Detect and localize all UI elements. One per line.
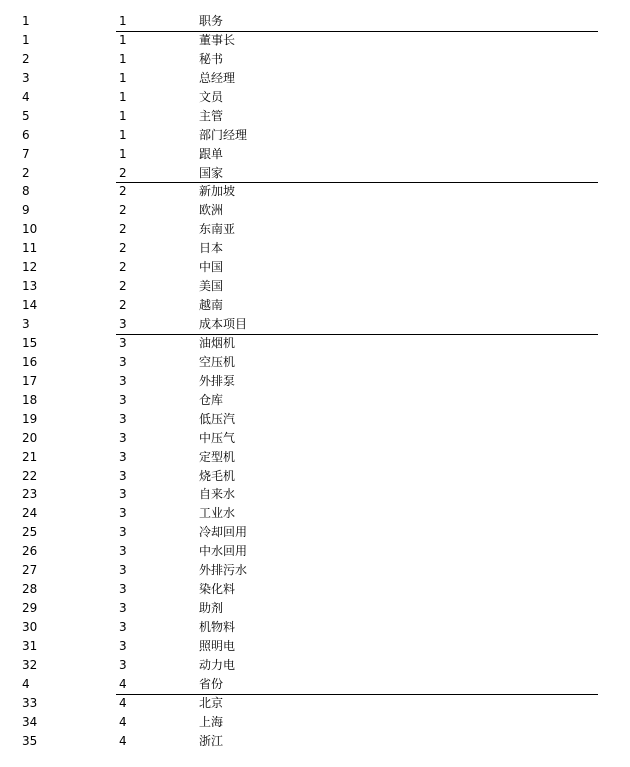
row-name: 日本 — [199, 241, 224, 256]
row-group: 1 — [119, 51, 127, 66]
row-name: 越南 — [199, 298, 224, 313]
row-group: 3 — [119, 335, 127, 350]
row-id: 9 — [22, 203, 30, 218]
row-name: 上海 — [199, 714, 224, 729]
row-id: 12 — [22, 260, 38, 275]
row-name: 照明电 — [199, 638, 236, 653]
table-row — [0, 694, 630, 713]
row-id: 21 — [22, 449, 38, 464]
group-divider — [116, 182, 598, 183]
table-row — [0, 580, 630, 599]
group-divider — [116, 334, 598, 335]
table-row — [0, 485, 630, 504]
row-group: 4 — [119, 714, 127, 729]
table-row — [0, 542, 630, 561]
table-row — [0, 353, 630, 372]
row-id: 23 — [22, 487, 38, 502]
row-group: 2 — [119, 184, 127, 199]
row-id: 8 — [22, 184, 30, 199]
table-row — [0, 561, 630, 580]
row-group: 3 — [119, 506, 127, 521]
row-name: 总经理 — [199, 70, 236, 85]
row-name: 省份 — [199, 676, 224, 691]
row-id: 6 — [22, 127, 30, 142]
table-row — [0, 448, 630, 467]
row-id: 4 — [22, 89, 30, 104]
group-divider — [116, 31, 598, 32]
row-group: 2 — [119, 222, 127, 237]
table-row — [0, 31, 630, 50]
table-row — [0, 220, 630, 239]
table-row — [0, 277, 630, 296]
row-name: 油烟机 — [199, 335, 236, 350]
row-group: 1 — [119, 108, 127, 123]
table-row — [0, 391, 630, 410]
row-group: 3 — [119, 468, 127, 483]
group-divider — [116, 694, 598, 695]
row-id: 16 — [22, 354, 38, 369]
row-name: 美国 — [199, 279, 224, 294]
row-group: 3 — [119, 487, 127, 502]
row-group: 3 — [119, 638, 127, 653]
row-group: 1 — [119, 146, 127, 161]
row-group: 1 — [119, 32, 127, 47]
table-row — [0, 334, 630, 353]
row-name: 烧毛机 — [199, 468, 236, 483]
row-name: 董事长 — [199, 32, 236, 47]
row-id: 24 — [22, 506, 38, 521]
table-row — [0, 523, 630, 542]
data-table — [0, 12, 630, 751]
row-id: 32 — [22, 657, 38, 672]
row-group: 3 — [119, 354, 127, 369]
row-id: 25 — [22, 525, 38, 540]
row-id: 3 — [22, 317, 30, 331]
table-row — [0, 467, 630, 486]
table-row — [0, 732, 630, 751]
row-group: 4 — [119, 733, 127, 748]
row-group: 3 — [119, 620, 127, 634]
row-name: 仓库 — [199, 392, 224, 407]
row-name: 部门经理 — [199, 127, 248, 142]
row-id: 26 — [22, 544, 38, 559]
group-header-row — [0, 315, 630, 334]
row-name: 文员 — [199, 89, 224, 104]
row-id: 31 — [22, 638, 38, 653]
row-group: 2 — [119, 260, 127, 275]
row-group: 2 — [119, 165, 127, 180]
row-id: 4 — [22, 676, 30, 691]
row-name: 工业水 — [199, 506, 236, 521]
row-name: 中压气 — [199, 430, 236, 445]
row-name: 冷却回用 — [199, 525, 248, 540]
row-id: 2 — [22, 51, 30, 66]
row-id: 11 — [22, 241, 38, 256]
row-group: 3 — [119, 601, 127, 616]
row-group: 1 — [119, 14, 127, 28]
row-group: 1 — [119, 127, 127, 142]
row-group: 3 — [119, 525, 127, 540]
table-row — [0, 296, 630, 315]
row-name: 国家 — [199, 165, 224, 180]
row-id: 34 — [22, 714, 38, 729]
row-group: 3 — [119, 544, 127, 559]
row-name: 跟单 — [199, 146, 224, 161]
table-row — [0, 372, 630, 391]
row-group: 3 — [119, 657, 127, 672]
row-name: 浙江 — [199, 733, 224, 748]
row-group: 2 — [119, 203, 127, 218]
row-name: 主管 — [199, 108, 224, 123]
row-name: 北京 — [199, 695, 224, 710]
row-group: 3 — [119, 430, 127, 445]
row-id: 28 — [22, 582, 38, 597]
row-id: 14 — [22, 298, 38, 313]
row-group: 2 — [119, 241, 127, 256]
row-id: 13 — [22, 279, 38, 294]
group-header-row — [0, 675, 630, 694]
table-row — [0, 88, 630, 107]
table-row — [0, 145, 630, 164]
row-group: 3 — [119, 582, 127, 597]
row-name: 外排污水 — [199, 563, 248, 578]
row-name: 欧洲 — [199, 203, 224, 218]
row-id: 19 — [22, 411, 38, 426]
row-name: 职务 — [199, 14, 224, 28]
row-name: 东南亚 — [199, 222, 236, 237]
row-name: 定型机 — [199, 449, 236, 464]
row-name: 染化料 — [199, 582, 236, 597]
table-row — [0, 182, 630, 201]
row-id: 22 — [22, 468, 38, 483]
row-id: 30 — [22, 620, 38, 634]
table-row — [0, 107, 630, 126]
row-id: 33 — [22, 695, 38, 710]
row-id: 1 — [22, 14, 30, 28]
row-id: 29 — [22, 601, 38, 616]
table-row — [0, 618, 630, 637]
row-id: 1 — [22, 32, 30, 47]
row-id: 3 — [22, 70, 30, 85]
table-row — [0, 656, 630, 675]
table-row — [0, 637, 630, 656]
row-id: 5 — [22, 108, 30, 123]
row-group: 3 — [119, 411, 127, 426]
row-group: 4 — [119, 695, 127, 710]
row-id: 2 — [22, 165, 30, 180]
row-name: 中水回用 — [199, 544, 248, 559]
table-row — [0, 429, 630, 448]
table-row — [0, 713, 630, 732]
row-group: 3 — [119, 317, 127, 331]
row-name: 机物料 — [199, 620, 236, 634]
row-id: 15 — [22, 335, 38, 350]
table-row — [0, 201, 630, 220]
row-name: 低压汽 — [199, 411, 236, 426]
table-row — [0, 258, 630, 277]
row-id: 18 — [22, 392, 38, 407]
row-name: 自来水 — [199, 487, 236, 502]
row-group: 3 — [119, 449, 127, 464]
row-id: 7 — [22, 146, 30, 161]
row-group: 2 — [119, 279, 127, 294]
row-group: 3 — [119, 563, 127, 578]
row-id: 27 — [22, 563, 38, 578]
row-id: 10 — [22, 222, 38, 237]
table-row — [0, 504, 630, 523]
table-row — [0, 50, 630, 69]
table-row — [0, 239, 630, 258]
table-row — [0, 126, 630, 145]
row-name: 外排泵 — [199, 373, 236, 388]
row-name: 秘书 — [199, 51, 224, 66]
table-row — [0, 410, 630, 429]
row-group: 1 — [119, 89, 127, 104]
row-group: 4 — [119, 676, 127, 691]
row-name: 成本项目 — [199, 317, 248, 331]
row-name: 新加坡 — [199, 184, 236, 199]
row-id: 20 — [22, 430, 38, 445]
row-name: 中国 — [199, 260, 224, 275]
row-group: 3 — [119, 392, 127, 407]
row-group: 2 — [119, 298, 127, 313]
table-row — [0, 599, 630, 618]
row-group: 3 — [119, 373, 127, 388]
table-row — [0, 69, 630, 88]
row-group: 1 — [119, 70, 127, 85]
row-name: 助剂 — [199, 601, 224, 616]
row-name: 空压机 — [199, 354, 236, 369]
group-header-row — [0, 164, 630, 183]
row-id: 17 — [22, 373, 38, 388]
row-name: 动力电 — [199, 657, 236, 672]
group-header-row — [0, 12, 630, 31]
row-id: 35 — [22, 733, 38, 748]
